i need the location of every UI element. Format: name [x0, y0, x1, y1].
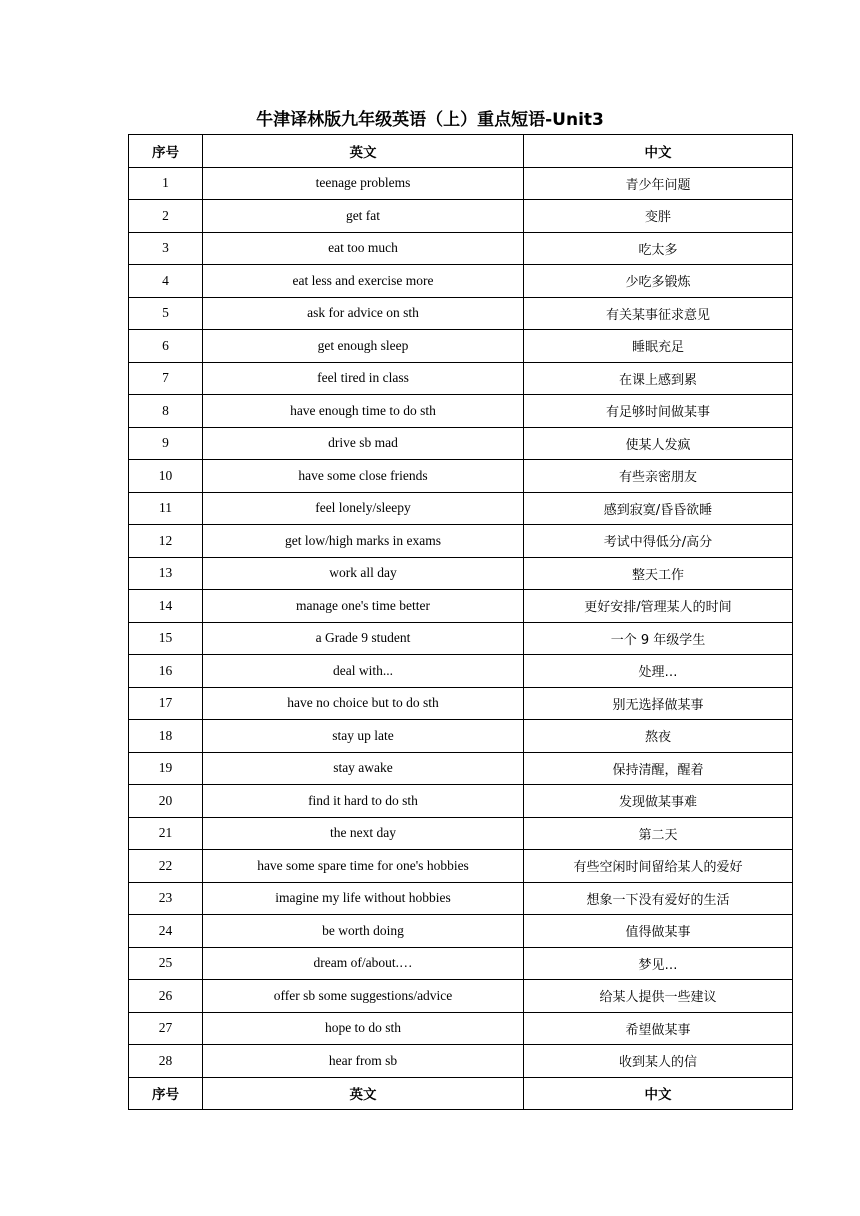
english-phrase: feel lonely/sleepy	[203, 492, 524, 525]
row-number: 17	[129, 687, 203, 720]
english-phrase: deal with...	[203, 655, 524, 688]
row-number: 26	[129, 980, 203, 1013]
english-phrase: find it hard to do sth	[203, 785, 524, 818]
row-number: 15	[129, 622, 203, 655]
header-zh: 中文	[524, 135, 793, 168]
english-phrase: have some spare time for one's hobbies	[203, 850, 524, 883]
english-phrase: get fat	[203, 200, 524, 233]
row-number: 18	[129, 720, 203, 753]
row-number: 12	[129, 525, 203, 558]
chinese-meaning: 整天工作	[524, 557, 793, 590]
english-phrase: have some close friends	[203, 460, 524, 493]
chinese-meaning: 梦见…	[524, 947, 793, 980]
footer-num: 序号	[129, 1077, 203, 1110]
table-row	[129, 590, 793, 623]
english-phrase: have no choice but to do sth	[203, 687, 524, 720]
english-phrase: imagine my life without hobbies	[203, 882, 524, 915]
row-number: 23	[129, 882, 203, 915]
english-phrase: eat too much	[203, 232, 524, 265]
row-number: 4	[129, 265, 203, 298]
english-phrase: have enough time to do sth	[203, 395, 524, 428]
row-number: 27	[129, 1012, 203, 1045]
table-row	[129, 492, 793, 525]
english-phrase: stay up late	[203, 720, 524, 753]
table-row	[129, 460, 793, 493]
row-number: 11	[129, 492, 203, 525]
vocabulary-table	[128, 134, 793, 1110]
english-phrase: ask for advice on sth	[203, 297, 524, 330]
table-row	[129, 265, 793, 298]
row-number: 28	[129, 1045, 203, 1078]
row-number: 10	[129, 460, 203, 493]
row-number: 1	[129, 167, 203, 200]
english-phrase: manage one's time better	[203, 590, 524, 623]
chinese-meaning: 想象一下没有爱好的生活	[524, 882, 793, 915]
chinese-meaning: 一个 9 年级学生	[524, 622, 793, 655]
row-number: 21	[129, 817, 203, 850]
chinese-meaning: 考试中得低分/高分	[524, 525, 793, 558]
chinese-meaning: 有足够时间做某事	[524, 395, 793, 428]
chinese-meaning: 在课上感到累	[524, 362, 793, 395]
chinese-meaning: 吃太多	[524, 232, 793, 265]
english-phrase: drive sb mad	[203, 427, 524, 460]
page-title: 牛津译林版九年级英语（上）重点短语-Unit3	[256, 110, 604, 130]
chinese-meaning: 收到某人的信	[524, 1045, 793, 1078]
row-number: 13	[129, 557, 203, 590]
table-row	[129, 817, 793, 850]
chinese-meaning: 有关某事征求意见	[524, 297, 793, 330]
footer-en: 英文	[203, 1077, 524, 1110]
row-number: 8	[129, 395, 203, 428]
english-phrase: feel tired in class	[203, 362, 524, 395]
table-row	[129, 785, 793, 818]
row-number: 5	[129, 297, 203, 330]
table-row	[129, 720, 793, 753]
table-row	[129, 850, 793, 883]
chinese-meaning: 别无选择做某事	[524, 687, 793, 720]
row-number: 7	[129, 362, 203, 395]
chinese-meaning: 有些空闲时间留给某人的爱好	[524, 850, 793, 883]
chinese-meaning: 更好安排/管理某人的时间	[524, 590, 793, 623]
row-number: 6	[129, 330, 203, 363]
chinese-meaning: 少吃多锻炼	[524, 265, 793, 298]
header-row	[129, 135, 793, 168]
english-phrase: get low/high marks in exams	[203, 525, 524, 558]
table-row	[129, 297, 793, 330]
chinese-meaning: 睡眠充足	[524, 330, 793, 363]
english-phrase: hope to do sth	[203, 1012, 524, 1045]
english-phrase: work all day	[203, 557, 524, 590]
table-row	[129, 915, 793, 948]
chinese-meaning: 发现做某事难	[524, 785, 793, 818]
row-number: 25	[129, 947, 203, 980]
chinese-meaning: 给某人提供一些建议	[524, 980, 793, 1013]
row-number: 3	[129, 232, 203, 265]
footer-row	[129, 1077, 793, 1110]
chinese-meaning: 值得做某事	[524, 915, 793, 948]
table-row	[129, 882, 793, 915]
row-number: 9	[129, 427, 203, 460]
english-phrase: eat less and exercise more	[203, 265, 524, 298]
table-row	[129, 362, 793, 395]
english-phrase: offer sb some suggestions/advice	[203, 980, 524, 1013]
table-row	[129, 1012, 793, 1045]
table-row	[129, 232, 793, 265]
header-en: 英文	[203, 135, 524, 168]
chinese-meaning: 保持清醒，醒着	[524, 752, 793, 785]
chinese-meaning: 熬夜	[524, 720, 793, 753]
table-row	[129, 655, 793, 688]
chinese-meaning: 变胖	[524, 200, 793, 233]
row-number: 14	[129, 590, 203, 623]
english-phrase: get enough sleep	[203, 330, 524, 363]
chinese-meaning: 使某人发疯	[524, 427, 793, 460]
table-body	[129, 167, 793, 1077]
table-row	[129, 687, 793, 720]
english-phrase: teenage problems	[203, 167, 524, 200]
english-phrase: stay awake	[203, 752, 524, 785]
chinese-meaning: 有些亲密朋友	[524, 460, 793, 493]
row-number: 24	[129, 915, 203, 948]
english-phrase: dream of/about.…	[203, 947, 524, 980]
chinese-meaning: 青少年问题	[524, 167, 793, 200]
english-phrase: a Grade 9 student	[203, 622, 524, 655]
table-row	[129, 200, 793, 233]
english-phrase: be worth doing	[203, 915, 524, 948]
table-row	[129, 947, 793, 980]
table-row	[129, 167, 793, 200]
table-row	[129, 427, 793, 460]
footer-zh: 中文	[524, 1077, 793, 1110]
row-number: 16	[129, 655, 203, 688]
table-row	[129, 980, 793, 1013]
table-row	[129, 330, 793, 363]
row-number: 20	[129, 785, 203, 818]
row-number: 22	[129, 850, 203, 883]
chinese-meaning: 感到寂寞/昏昏欲睡	[524, 492, 793, 525]
table-row	[129, 557, 793, 590]
chinese-meaning: 处理…	[524, 655, 793, 688]
table-row	[129, 1045, 793, 1078]
row-number: 19	[129, 752, 203, 785]
header-num: 序号	[129, 135, 203, 168]
table-row	[129, 622, 793, 655]
chinese-meaning: 第二天	[524, 817, 793, 850]
table-row	[129, 395, 793, 428]
english-phrase: the next day	[203, 817, 524, 850]
chinese-meaning: 希望做某事	[524, 1012, 793, 1045]
row-number: 2	[129, 200, 203, 233]
table-row	[129, 525, 793, 558]
table-row	[129, 752, 793, 785]
english-phrase: hear from sb	[203, 1045, 524, 1078]
